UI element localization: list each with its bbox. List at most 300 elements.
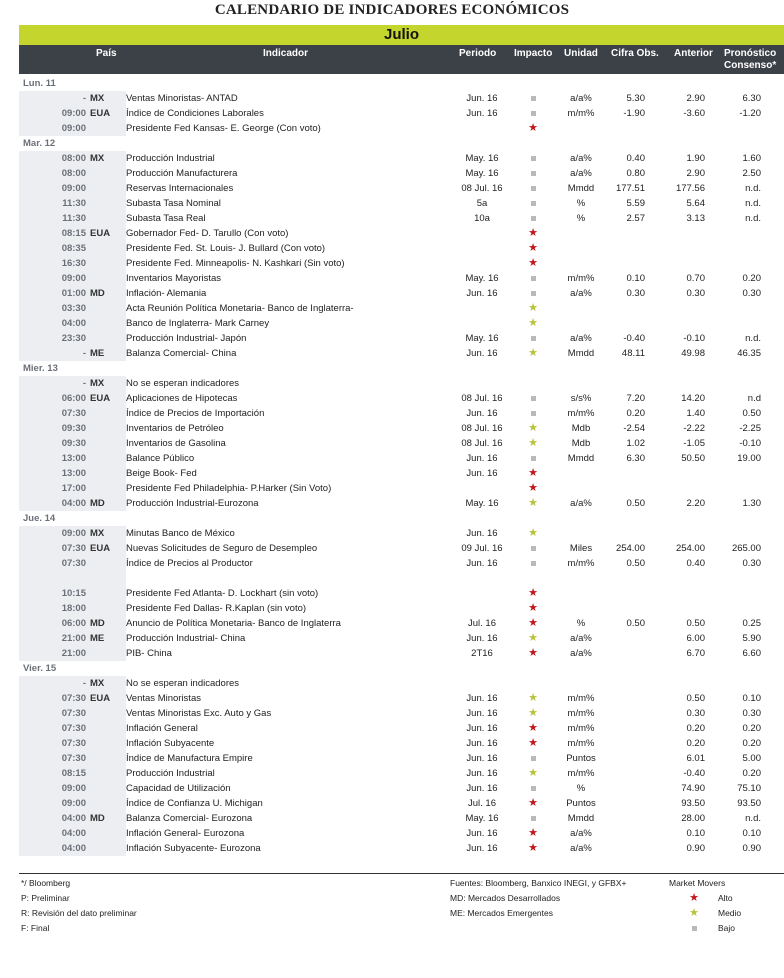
legend-high-label: Alto — [718, 893, 733, 903]
cons-cell: 19.00 — [737, 453, 761, 464]
country-cell: MD — [90, 813, 105, 824]
square-gray-icon — [531, 291, 536, 296]
period-cell: May. 16 — [465, 273, 499, 284]
cons-cell: 0.10 — [742, 828, 761, 839]
period-cell: Jun. 16 — [466, 843, 498, 854]
star-yellow-icon: ★ — [528, 317, 538, 329]
ind-cell: Inflación General- Eurozona — [126, 828, 245, 839]
square-gray-icon — [531, 786, 536, 791]
country-cell: EUA — [90, 228, 111, 239]
header-impact: Impacto — [514, 48, 553, 59]
day-header: Mar. 12 — [23, 138, 56, 149]
footer-notes — [21, 876, 137, 936]
impact-cell — [521, 346, 545, 361]
day-header: Mier. 13 — [23, 363, 58, 374]
square-gray-icon — [531, 216, 536, 221]
cons-cell: 2.50 — [742, 168, 761, 179]
table-row — [19, 481, 784, 496]
ind-cell: Índice de Precios de Importación — [126, 408, 265, 419]
time-cell: - — [82, 678, 86, 689]
impact-cell — [521, 706, 545, 721]
prev-cell: 0.90 — [686, 843, 705, 854]
prev-cell: 93.50 — [681, 798, 705, 809]
impact-cell — [521, 751, 545, 766]
unit-cell: a/a% — [570, 93, 592, 104]
time-cell: 01:00 — [61, 288, 86, 299]
header-unit: Unidad — [564, 48, 598, 59]
country-cell: MD — [90, 498, 105, 509]
ind-cell: PIB- China — [126, 648, 172, 659]
legend-title: Market Movers — [669, 878, 726, 888]
time-cell: 03:30 — [61, 303, 86, 314]
time-cell: 09:00 — [61, 108, 86, 119]
footer-note: F: Final — [21, 923, 50, 933]
time-cell: 13:00 — [61, 453, 86, 464]
star-red-icon: ★ — [528, 587, 538, 599]
period-cell: 08 Jul. 16 — [461, 393, 503, 404]
impact-cell — [521, 496, 545, 511]
ind-cell: Capacidad de Utilización — [126, 783, 231, 794]
square-gray-icon — [531, 756, 536, 761]
table-row — [19, 106, 784, 121]
table-row — [19, 151, 784, 166]
cons-cell: 0.50 — [742, 408, 761, 419]
obs-cell: 5.59 — [626, 198, 645, 209]
period-cell: Jun. 16 — [466, 348, 498, 359]
ind-cell: Índice de Manufactura Empire — [126, 753, 253, 764]
prev-cell: -0.10 — [683, 333, 705, 344]
table-row — [19, 406, 784, 421]
table-row — [19, 316, 784, 331]
unit-cell: a/a% — [570, 498, 592, 509]
ind-cell: Beige Book- Fed — [126, 468, 197, 479]
time-cell: 09:30 — [61, 438, 86, 449]
ind-cell: Índice de Condiciones Laborales — [126, 108, 264, 119]
time-cell: 08:15 — [61, 228, 86, 239]
impact-cell — [521, 781, 545, 796]
period-cell: May. 16 — [465, 498, 499, 509]
cons-cell: n.d. — [745, 813, 761, 824]
square-gray-icon — [531, 96, 536, 101]
country-cell: EUA — [90, 108, 111, 119]
cons-cell: 0.10 — [742, 693, 761, 704]
time-cell: 18:00 — [61, 603, 86, 614]
time-cell: 07:30 — [61, 753, 86, 764]
ind-cell: Aplicaciones de Hipotecas — [126, 393, 238, 404]
time-cell: 23:30 — [61, 333, 86, 344]
square-gray-icon — [531, 456, 536, 461]
table-row — [19, 796, 784, 811]
unit-cell: Mdb — [571, 438, 591, 449]
table-row — [19, 196, 784, 211]
impact-cell — [521, 796, 545, 811]
table-row — [19, 601, 784, 616]
table-row — [19, 541, 784, 556]
obs-cell: 2.57 — [626, 213, 645, 224]
indicator-table — [19, 76, 784, 856]
time-cell: 07:30 — [61, 558, 86, 569]
prev-cell: 74.90 — [681, 783, 705, 794]
page-title: CALENDARIO DE INDICADORES ECONÓMICOS — [214, 2, 570, 18]
impact-cell — [521, 436, 545, 451]
obs-cell: 0.20 — [626, 408, 645, 419]
footer-sources — [450, 876, 626, 921]
period-cell: Jun. 16 — [466, 558, 498, 569]
unit-cell: Mmdd — [567, 813, 595, 824]
table-row — [19, 706, 784, 721]
ind-cell: Índice de Precios al Productor — [126, 558, 253, 569]
square-gray-icon — [531, 546, 536, 551]
period-cell: 10a — [474, 213, 490, 224]
table-row — [19, 841, 784, 856]
country-cell: ME — [90, 633, 105, 644]
prev-cell: 0.30 — [686, 708, 705, 719]
prev-cell: 28.00 — [681, 813, 705, 824]
table-row — [19, 826, 784, 841]
unit-cell: m/m% — [567, 723, 595, 734]
prev-cell: 0.50 — [686, 618, 705, 629]
prev-cell: 2.90 — [686, 168, 705, 179]
ind-cell: Anuncio de Política Monetaria- Banco de Inglaterra — [126, 618, 341, 629]
prev-cell: 5.64 — [686, 198, 705, 209]
prev-cell: -0.40 — [683, 768, 705, 779]
ind-cell: Producción Industrial- Japón — [126, 333, 247, 344]
country-cell: ME — [90, 348, 105, 359]
star-yellow-icon: ★ — [528, 692, 538, 704]
cons-cell: n.d. — [745, 333, 761, 344]
day-header: Lun. 11 — [23, 78, 56, 89]
table-row — [19, 391, 784, 406]
obs-cell: 0.10 — [626, 273, 645, 284]
prev-cell: 6.01 — [686, 753, 705, 764]
table-header — [19, 45, 784, 74]
time-cell: 07:30 — [61, 708, 86, 719]
cons-cell: 6.60 — [742, 648, 761, 659]
unit-cell: % — [576, 783, 586, 794]
cons-cell: 0.20 — [742, 738, 761, 749]
period-cell: Jun. 16 — [466, 633, 498, 644]
unit-cell: m/m% — [567, 108, 595, 119]
period-cell: Jun. 16 — [466, 528, 498, 539]
time-cell: 06:00 — [61, 618, 86, 629]
square-gray-icon — [531, 276, 536, 281]
country-cell: EUA — [90, 543, 111, 554]
cons-cell: 0.30 — [742, 288, 761, 299]
square-gray-icon — [531, 156, 536, 161]
unit-cell: % — [576, 618, 586, 629]
ind-cell: No se esperan indicadores — [126, 378, 240, 389]
footer-source: MD: Mercados Desarrollados — [450, 893, 561, 903]
period-cell: Jul. 16 — [468, 618, 496, 629]
table-row — [19, 256, 784, 271]
country-cell: MD — [90, 288, 105, 299]
ind-cell: Nuevas Solicitudes de Seguro de Desempleo — [126, 543, 318, 554]
impact-cell — [521, 316, 545, 331]
star-red-icon: ★ — [528, 647, 538, 659]
table-row — [19, 616, 784, 631]
cons-cell: 5.90 — [742, 633, 761, 644]
period-cell: Jun. 16 — [466, 753, 498, 764]
month-banner: Julio — [19, 25, 784, 45]
time-cell: 07:30 — [61, 738, 86, 749]
legend-low-label: Bajo — [718, 923, 736, 933]
header-indicator: Indicador — [263, 48, 309, 59]
star-yellow-icon: ★ — [528, 527, 538, 539]
period-cell: 09 Jul. 16 — [461, 543, 503, 554]
time-cell: 04:00 — [61, 813, 86, 824]
period-cell: Jun. 16 — [466, 468, 498, 479]
unit-cell: m/m% — [567, 408, 595, 419]
table-row — [19, 301, 784, 316]
time-cell: 13:00 — [61, 468, 86, 479]
table-row — [19, 121, 784, 136]
cons-cell: 46.35 — [737, 348, 761, 359]
obs-cell: 0.40 — [626, 153, 645, 164]
prev-cell: 1.90 — [686, 153, 705, 164]
time-cell: 09:00 — [61, 798, 86, 809]
impact-cell — [521, 166, 545, 181]
table-row — [19, 241, 784, 256]
time-cell: 07:30 — [61, 693, 86, 704]
impact-cell — [521, 646, 545, 661]
obs-cell: 0.30 — [626, 288, 645, 299]
cons-cell: 0.90 — [742, 843, 761, 854]
time-cell: 17:00 — [61, 483, 86, 494]
cons-cell: -2.25 — [739, 423, 761, 434]
cons-cell: 0.20 — [742, 768, 761, 779]
unit-cell: Mmdd — [567, 453, 595, 464]
time-cell: 16:30 — [61, 258, 86, 269]
impact-cell — [521, 256, 545, 271]
period-cell: Jun. 16 — [466, 723, 498, 734]
time-cell: 21:00 — [61, 633, 86, 644]
impact-cell — [521, 451, 545, 466]
obs-cell: 5.30 — [626, 93, 645, 104]
period-cell: Jun. 16 — [466, 408, 498, 419]
period-cell: Jun. 16 — [466, 708, 498, 719]
unit-cell: a/a% — [570, 168, 592, 179]
table-row — [19, 676, 784, 691]
star-red-icon: ★ — [528, 602, 538, 614]
impact-cell — [521, 196, 545, 211]
obs-cell: -1.90 — [623, 108, 645, 119]
star-red-icon: ★ — [528, 722, 538, 734]
period-cell: Jun. 16 — [466, 738, 498, 749]
prev-cell: 2.20 — [686, 498, 705, 509]
unit-cell: m/m% — [567, 693, 595, 704]
impact-cell — [521, 616, 545, 631]
header-prev: Anterior — [674, 48, 713, 59]
cons-cell: 0.20 — [742, 273, 761, 284]
impact-cell — [521, 721, 545, 736]
ind-cell: Ventas Minoristas — [126, 693, 201, 704]
table-row — [19, 691, 784, 706]
star-yellow-icon: ★ — [528, 707, 538, 719]
day-header: Vier. 15 — [23, 663, 57, 674]
time-cell: 04:00 — [61, 498, 86, 509]
impact-cell — [521, 181, 545, 196]
footer-source: ME: Mercados Emergentes — [450, 908, 553, 918]
impact-cell — [521, 301, 545, 316]
table-row — [19, 226, 784, 241]
table-row — [19, 436, 784, 451]
prev-cell: 1.40 — [686, 408, 705, 419]
cons-cell: 93.50 — [737, 798, 761, 809]
period-cell: Jun. 16 — [466, 108, 498, 119]
ind-cell: Presidente Fed. Minneapolis- N. Kashkari (Sin voto) — [126, 258, 345, 269]
star-red-icon: ★ — [528, 827, 538, 839]
country-cell: MD — [90, 618, 105, 629]
obs-cell: -2.54 — [623, 423, 645, 434]
cons-cell: n.d. — [745, 213, 761, 224]
period-cell: 08 Jul. 16 — [461, 183, 503, 194]
time-cell: 09:00 — [61, 528, 86, 539]
ind-cell: Acta Reunión Política Monetaria- Banco de Inglaterra- — [126, 303, 354, 314]
impact-cell — [521, 406, 545, 421]
impact-cell — [521, 541, 545, 556]
prev-cell: 0.30 — [686, 288, 705, 299]
ind-cell: Inventarios de Gasolina — [126, 438, 226, 449]
cons-cell: n.d — [747, 393, 761, 404]
time-cell: 09:00 — [61, 783, 86, 794]
prev-cell: -3.60 — [683, 108, 705, 119]
table-row — [19, 811, 784, 826]
ind-cell: Inflación General — [126, 723, 198, 734]
table-row — [19, 556, 784, 571]
obs-cell: 7.20 — [626, 393, 645, 404]
ind-cell: Producción Industrial-Eurozona — [126, 498, 259, 509]
table-row — [19, 766, 784, 781]
ind-cell: Índice de Confianza U. Michigan — [126, 798, 263, 809]
ind-cell: Ventas Minoristas Exc. Auto y Gas — [126, 708, 272, 719]
impact-cell — [521, 826, 545, 841]
period-cell: Jun. 16 — [466, 93, 498, 104]
impact-cell — [521, 691, 545, 706]
ind-cell: Banco de Inglaterra- Mark Carney — [126, 318, 270, 329]
period-cell: Jul. 16 — [468, 798, 496, 809]
table-row — [19, 751, 784, 766]
unit-cell: a/a% — [570, 633, 592, 644]
obs-cell: 0.50 — [626, 498, 645, 509]
time-cell: 10:15 — [61, 588, 86, 599]
impact-cell — [521, 241, 545, 256]
cons-cell: -0.10 — [739, 438, 761, 449]
star-red-icon: ★ — [528, 122, 538, 134]
day-header: Jue. 14 — [23, 513, 56, 524]
time-cell: 09:00 — [61, 183, 86, 194]
unit-cell: m/m% — [567, 273, 595, 284]
star-yellow-icon: ★ — [528, 632, 538, 644]
ind-cell: Balanza Comercial- Eurozona — [126, 813, 253, 824]
star-red-icon: ★ — [528, 797, 538, 809]
blank-row — [19, 571, 784, 586]
header-cons2: Consenso* — [724, 60, 777, 71]
unit-cell: Miles — [569, 543, 593, 554]
country-cell: EUA — [90, 693, 111, 704]
obs-cell: 0.50 — [626, 558, 645, 569]
period-cell: Jun. 16 — [466, 783, 498, 794]
impact-cell — [521, 586, 545, 601]
star-yellow-icon: ★ — [528, 347, 538, 359]
impact-cell — [521, 106, 545, 121]
unit-cell: m/m% — [567, 708, 595, 719]
ind-cell: Producción Manufacturera — [126, 168, 238, 179]
time-cell: 04:00 — [61, 318, 86, 329]
star-yellow-icon: ★ — [528, 767, 538, 779]
time-cell: 04:00 — [61, 828, 86, 839]
country-cell: EUA — [90, 393, 111, 404]
table-row — [19, 631, 784, 646]
time-cell: 09:00 — [61, 123, 86, 134]
ind-cell: Presidente Fed Atlanta- D. Lockhart (sin voto) — [126, 588, 319, 599]
table-row — [19, 376, 784, 391]
obs-cell: 177.51 — [615, 183, 645, 194]
square-gray-icon — [531, 171, 536, 176]
square-gray-icon — [531, 411, 536, 416]
country-cell: MX — [90, 528, 105, 539]
prev-cell: 0.20 — [686, 738, 705, 749]
square-gray-icon — [531, 561, 536, 566]
obs-cell: 0.80 — [626, 168, 645, 179]
impact-cell — [521, 421, 545, 436]
obs-cell: 0.50 — [626, 618, 645, 629]
star-red-icon: ★ — [528, 467, 538, 479]
impact-cell — [521, 556, 545, 571]
unit-cell: % — [576, 213, 586, 224]
impact-cell — [521, 91, 545, 106]
cons-cell: 0.25 — [742, 618, 761, 629]
cons-cell: 1.60 — [742, 153, 761, 164]
ind-cell: Subasta Tasa Nominal — [126, 198, 221, 209]
time-cell: 07:30 — [61, 723, 86, 734]
cons-cell: 265.00 — [731, 543, 761, 554]
impact-cell — [521, 631, 545, 646]
unit-cell: Puntos — [566, 753, 596, 764]
ind-cell: Inflación Subyacente- Eurozona — [126, 843, 261, 854]
period-cell: May. 16 — [465, 813, 499, 824]
prev-cell: 50.50 — [681, 453, 705, 464]
star-red-icon: ★ — [528, 257, 538, 269]
impact-cell — [521, 601, 545, 616]
period-cell: 5a — [476, 198, 488, 209]
time-cell: 08:15 — [61, 768, 86, 779]
period-cell: Jun. 16 — [466, 288, 498, 299]
header-country: País — [96, 48, 117, 59]
time-cell: 06:00 — [61, 393, 86, 404]
unit-cell: % — [576, 198, 586, 209]
obs-cell: 254.00 — [615, 543, 645, 554]
impact-cell — [521, 841, 545, 856]
table-row — [19, 421, 784, 436]
cons-cell: n.d. — [745, 183, 761, 194]
prev-cell: 3.13 — [686, 213, 705, 224]
country-cell: MX — [90, 93, 105, 104]
country-cell: MX — [90, 678, 105, 689]
table-row — [19, 271, 784, 286]
time-cell: - — [82, 93, 86, 104]
square-gray-icon — [531, 336, 536, 341]
period-cell: Jun. 16 — [466, 768, 498, 779]
unit-cell: Mmdd — [567, 348, 595, 359]
impact-cell — [521, 271, 545, 286]
ind-cell: Inventarios Mayoristas — [126, 273, 222, 284]
table-row — [19, 166, 784, 181]
table-row — [19, 466, 784, 481]
time-cell: 11:30 — [62, 213, 86, 224]
impact-cell — [521, 526, 545, 541]
cons-cell: 0.20 — [742, 723, 761, 734]
table-row — [19, 586, 784, 601]
